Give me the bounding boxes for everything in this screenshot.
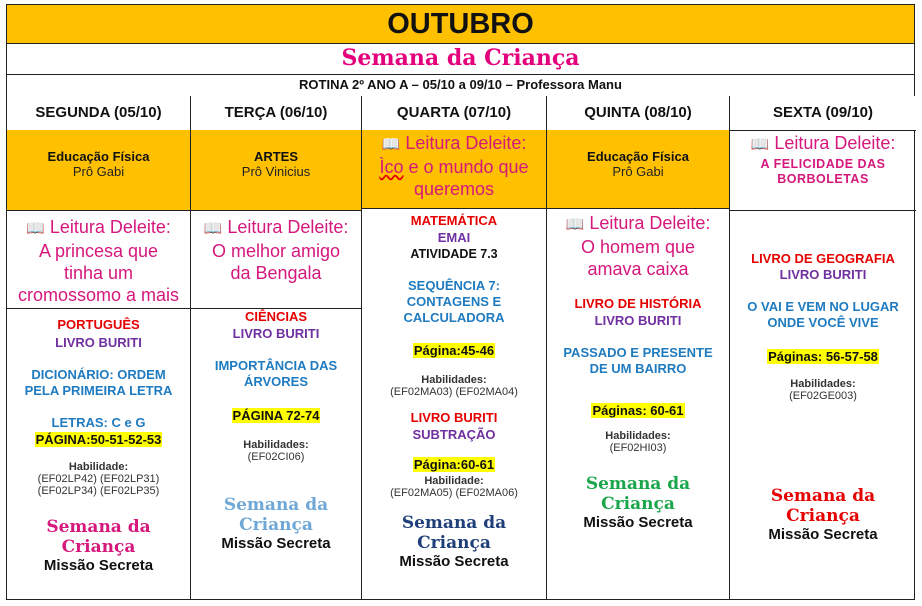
page-highlight: PÁGINA 72-74 <box>232 408 320 423</box>
book-icon: 📖 <box>381 136 401 153</box>
teacher: Prô Gabi <box>72 164 125 179</box>
habilidade-label: Habilidades: <box>605 430 671 442</box>
page-highlight: Página:60-61 <box>413 457 495 472</box>
missao-secreta: Missão Secreta <box>221 535 331 552</box>
missao-secreta: Missão Secreta <box>399 553 509 570</box>
habilidade-codes: (EF02LP42) (EF02LP31) <box>37 473 160 485</box>
book-icon: 📖 <box>203 220 223 237</box>
subject: ARTES <box>253 149 299 164</box>
book-icon: 📖 <box>26 220 45 237</box>
page-highlight: Páginas: 60-61 <box>592 403 684 418</box>
semana-crianca: Semana da <box>401 513 507 533</box>
subject-name: MATEMÁTICA <box>410 213 498 228</box>
topic: CALCULADORA <box>403 310 505 325</box>
reading-cell <box>191 210 361 308</box>
missao-secreta: Missão Secreta <box>583 514 693 531</box>
day-header: QUINTA (08/10) <box>547 96 729 131</box>
top-cell <box>7 130 190 210</box>
book-icon: 📖 <box>750 136 770 153</box>
body-cell <box>191 308 361 599</box>
routine-subtitle: ROTINA 2º ANO A – 05/10 a 09/10 – Professora Manu <box>7 74 914 97</box>
habilidade-label: Habilidade: <box>424 475 484 487</box>
semana-crianca: Semana da <box>223 495 329 515</box>
habilidade-label: Habilidades: <box>243 439 309 451</box>
reading-title: queremos <box>413 179 495 199</box>
semana-crianca: Criança <box>239 515 313 535</box>
schedule-table <box>6 4 915 600</box>
reading-cell <box>7 210 190 308</box>
reading-title: da Bengala <box>230 263 322 283</box>
semana-crianca: Criança <box>601 494 675 514</box>
reading-prefix: Leitura Deleite: <box>589 213 711 233</box>
activity: ATIVIDADE 7.3 <box>410 247 498 261</box>
semana-crianca: Criança <box>417 533 491 553</box>
semana-crianca: Semana da <box>770 486 876 506</box>
column-quinta <box>547 96 730 599</box>
reading-prefix: Leitura Deleite: <box>774 133 896 153</box>
subject-name: LIVRO DE HISTÓRIA <box>574 296 702 311</box>
subject-name: CIÊNCIAS <box>244 309 308 324</box>
page-highlight: PÁGINA:50-51-52-53 <box>35 432 162 447</box>
month-title: OUTUBRO <box>7 5 914 44</box>
reading-prefix: Leitura Deleite: <box>405 133 527 153</box>
book-name: LIVRO BURITI <box>779 267 867 282</box>
semana-crianca: Criança <box>61 537 136 557</box>
column-terca <box>191 96 362 599</box>
column-segunda <box>7 96 191 599</box>
semana-crianca: Semana da <box>46 517 151 537</box>
habilidade-label: Habilidade: <box>68 461 129 473</box>
topic: PASSADO E PRESENTE <box>563 345 713 360</box>
book-name: LIVRO BURITI <box>594 313 682 328</box>
topic: ONDE VOCÊ VIVE <box>767 315 879 330</box>
topic: DE UM BAIRRO <box>589 361 687 376</box>
reading-title: A FELICIDADE DAS <box>760 157 886 171</box>
missao-secreta: Missão Secreta <box>43 557 154 574</box>
semana-crianca: Semana da <box>585 474 691 494</box>
habilidade-codes: (EF02GE003) <box>789 390 857 402</box>
habilidade-codes: (EF02MA03) (EF02MA04) <box>390 386 518 398</box>
day-header: TERÇA (06/10) <box>191 96 361 131</box>
topic: SEQUÊNCIA 7: <box>408 278 500 293</box>
reading-title: tinha um <box>63 263 134 283</box>
page-highlight: Páginas: 56-57-58 <box>768 349 878 364</box>
reading-title: O homem que <box>580 237 696 257</box>
subject-name: LIVRO DE GEOGRAFIA <box>751 251 895 266</box>
top-cell <box>547 130 729 208</box>
body-cell <box>547 208 729 599</box>
book-name: LIVRO BURITI <box>55 335 142 350</box>
missao-secreta: Missão Secreta <box>768 526 878 543</box>
reading-title: O melhor amigo <box>211 241 341 261</box>
reading-cell <box>362 130 546 208</box>
reading-title: amava caixa <box>587 259 689 279</box>
teacher: Prô Vinicius <box>241 164 311 179</box>
reading-title: BORBOLETAS <box>777 172 869 186</box>
top-cell <box>191 130 361 210</box>
book-icon: 📖 <box>565 216 585 233</box>
habilidade-label: Habilidades: <box>421 374 487 386</box>
habilidade-label: Habilidades: <box>790 378 856 390</box>
teacher: Prô Gabi <box>612 164 664 179</box>
book-name: LIVRO BURITI <box>232 326 320 341</box>
habilidade-codes: (EF02MA05) (EF02MA06) <box>390 487 518 499</box>
topic: O VAI E VEM NO LUGAR <box>747 299 899 314</box>
reading-title: cromossomo a mais <box>17 285 180 305</box>
reading-cell <box>730 130 916 210</box>
reading-title: A princesa que <box>38 241 159 261</box>
reading-prefix: Leitura Deleite: <box>49 217 171 237</box>
reading-prefix: Leitura Deleite: <box>227 217 349 237</box>
topic: SUBTRAÇÃO <box>412 427 496 442</box>
day-header: QUARTA (07/10) <box>362 96 546 131</box>
body-cell <box>362 208 546 599</box>
topic: IMPORTÂNCIA DAS <box>214 358 338 373</box>
day-header: SEXTA (09/10) <box>730 96 916 131</box>
topic: LETRAS: C e G <box>51 415 146 430</box>
week-title: Semana da Criança <box>7 43 914 75</box>
column-quarta <box>362 96 547 599</box>
book-name: LIVRO BURITI <box>410 410 498 425</box>
day-header: SEGUNDA (05/10) <box>7 96 190 131</box>
habilidade-codes: (EF02LP34) (EF02LP35) <box>37 485 160 497</box>
body-cell <box>730 210 916 599</box>
column-sexta <box>730 96 916 599</box>
page-highlight: Página:45-46 <box>413 343 495 358</box>
habilidade-codes: (EF02CI06) <box>247 451 305 463</box>
reading-title: Ìco <box>379 157 404 177</box>
body-cell <box>7 308 190 599</box>
book-name: EMAI <box>437 230 471 245</box>
subject: Educação Física <box>47 149 150 164</box>
semana-crianca: Criança <box>786 506 860 526</box>
topic: PELA PRIMEIRA LETRA <box>24 383 173 398</box>
subject: Educação Física <box>587 149 689 164</box>
topic: ÁRVORES <box>243 374 309 389</box>
topic: CONTAGENS E <box>406 294 502 309</box>
habilidade-codes: (EF02HI03) <box>609 442 667 454</box>
reading-title: e o mundo que <box>403 157 529 177</box>
subject-name: PORTUGUÊS <box>57 317 140 332</box>
topic: DICIONÁRIO: ORDEM <box>31 367 166 382</box>
